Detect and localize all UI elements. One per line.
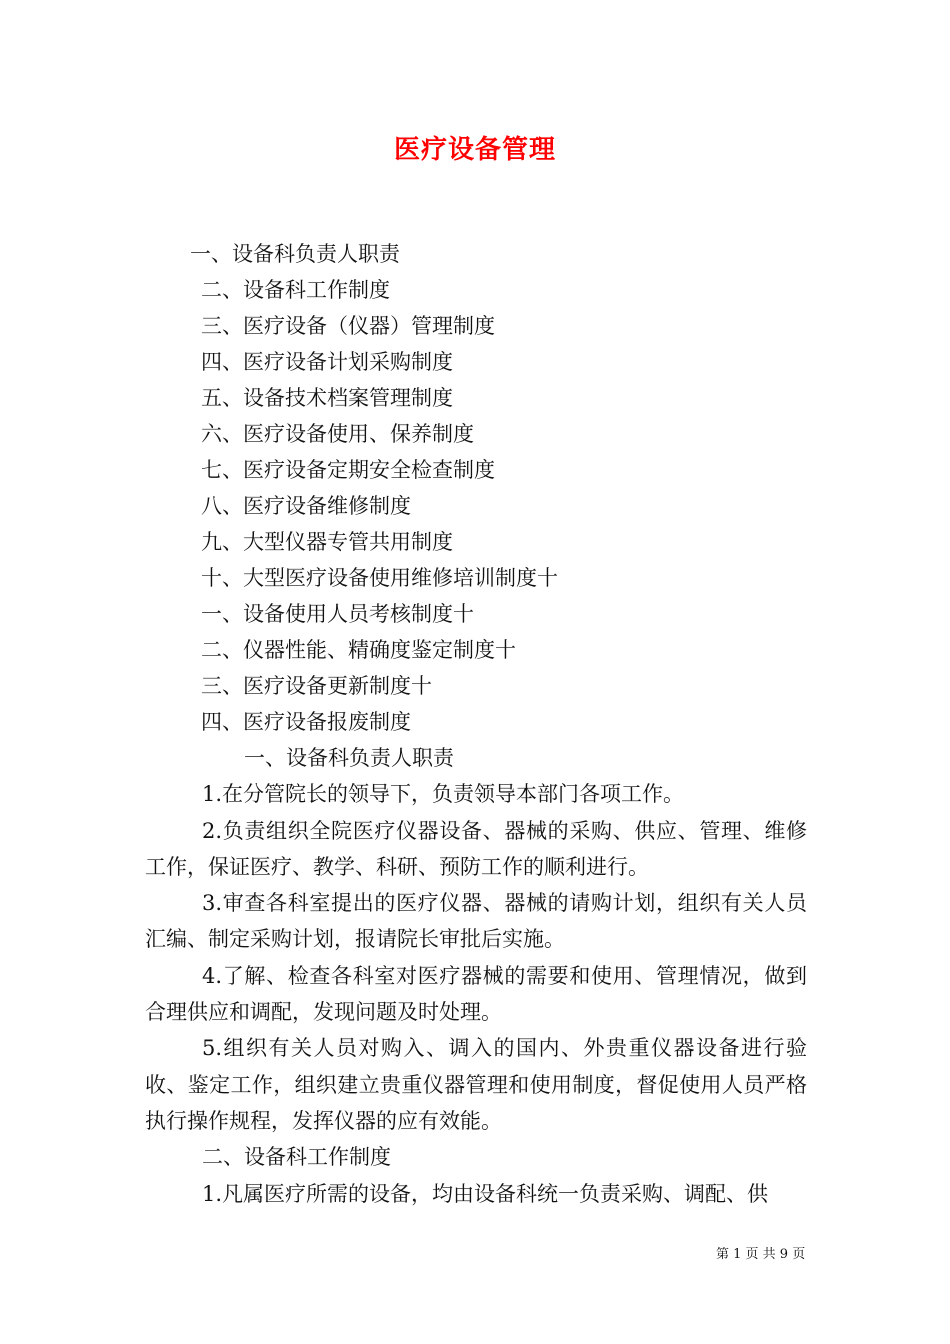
paragraph: 3.审查各科室提出的医疗仪器、器械的请购计划，组织有关人员汇编、制定采购计划，报请院长审批后实施。: [145, 891, 807, 952]
table-of-contents: [190, 236, 558, 740]
toc-item: 二、仪器性能、精确度鉴定制度十: [201, 638, 516, 662]
toc-item: 四、医疗设备报废制度: [201, 710, 411, 734]
toc-item: 二、设备科工作制度: [201, 278, 390, 302]
section-heading: 一、设备科负责人职责: [244, 746, 454, 770]
toc-item: 三、医疗设备（仪器）管理制度: [201, 314, 495, 338]
paragraph: 5.组织有关人员对购入、调入的国内、外贵重仪器设备进行验收、鉴定工作，组织建立贵重仪器管理和使用制度，督促使用人员严格执行操作规程，发挥仪器的应有效能。: [145, 1036, 807, 1133]
toc-item: 五、设备技术档案管理制度: [201, 386, 453, 410]
toc-item: 一、设备科负责人职责: [190, 242, 400, 266]
section-heading: 二、设备科工作制度: [202, 1145, 391, 1170]
paragraph: 1.凡属医疗所需的设备，均由设备科统一负责采购、调配、供: [202, 1181, 769, 1206]
paragraph: 4.了解、检查各科室对医疗器械的需要和使用、管理情况，做到合理供应和调配，发现问题及时处理。: [145, 963, 807, 1025]
toc-item: 一、设备使用人员考核制度十: [201, 602, 474, 626]
toc-item: 十、大型医疗设备使用维修培训制度十: [201, 566, 558, 590]
paragraph: 1.在分管院长的领导下，负责领导本部门各项工作。: [202, 782, 685, 807]
document-body: [145, 740, 807, 1212]
toc-item: 九、大型仪器专管共用制度: [201, 530, 453, 554]
toc-item: 八、医疗设备维修制度: [201, 494, 411, 518]
page-number: 第 1 页 共 9 页: [716, 1247, 806, 1262]
page-title: 医疗设备管理: [393, 135, 556, 165]
toc-item: 三、医疗设备更新制度十: [201, 674, 432, 698]
toc-item: 七、医疗设备定期安全检查制度: [201, 458, 495, 482]
toc-item: 四、医疗设备计划采购制度: [201, 350, 453, 374]
paragraph: 2.负责组织全院医疗仪器设备、器械的采购、供应、管理、维修工作，保证医疗、教学、科研、预防工作的顺利进行。: [145, 818, 807, 879]
toc-item: 六、医疗设备使用、保养制度: [201, 422, 474, 446]
